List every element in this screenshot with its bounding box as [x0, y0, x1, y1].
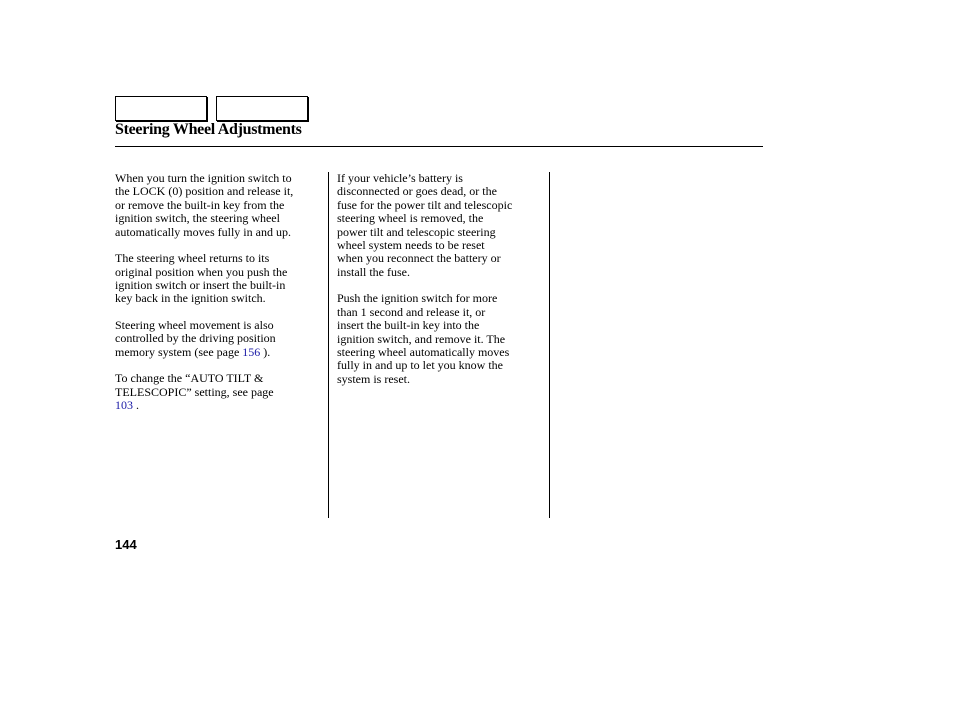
title-divider: [115, 146, 763, 147]
paragraph-auto-tilt-setting: [115, 372, 320, 412]
nav-previous-button[interactable]: [115, 96, 207, 121]
page-title: Steering Wheel Adjustments: [115, 121, 302, 138]
page-number: 144: [115, 537, 137, 552]
memory-system-text: Steering wheel movement is also controlled by the driving position memory system (see page: [115, 318, 276, 359]
page-103-link[interactable]: 103: [115, 398, 133, 413]
paragraph-return-position: The steering wheel returns to its original position when you push the ignition switch or insert the built-in key back in the ignition switch.: [115, 251, 288, 306]
nav-next-button[interactable]: [216, 96, 308, 121]
column-divider-right: [549, 172, 550, 518]
column-divider-left: [328, 172, 329, 518]
paragraph-auto-move: When you turn the ignition switch to the LOCK (0) position and release it, or remove the built-in key from the ignition switch, the steering wheel automatically moves fully in and up.: [115, 171, 294, 239]
middle-column: [337, 172, 542, 399]
auto-tilt-end: .: [133, 398, 139, 413]
memory-system-end: ).: [260, 344, 271, 359]
paragraph-reset-procedure: Push the ignition switch for more than 1 second and release it, or insert the built-in key into the ignition switch, and remove it. The steering wheel automatically moves fully in and up to let you know the system is reset.: [337, 291, 510, 386]
paragraph-battery-reset: If your vehicle’s battery is disconnected or goes dead, or the fuse for the power tilt and telescopic steering wheel is removed, the power tilt and telescopic steering wheel system needs to be reset when you reconnect the battery or install the fuse.: [337, 171, 513, 279]
paragraph-memory-system: [115, 319, 320, 359]
page-156-link[interactable]: 156: [242, 344, 261, 359]
left-column: [115, 172, 320, 426]
auto-tilt-text: To change the “AUTO TILT & TELESCOPIC” setting, see page: [115, 371, 274, 399]
